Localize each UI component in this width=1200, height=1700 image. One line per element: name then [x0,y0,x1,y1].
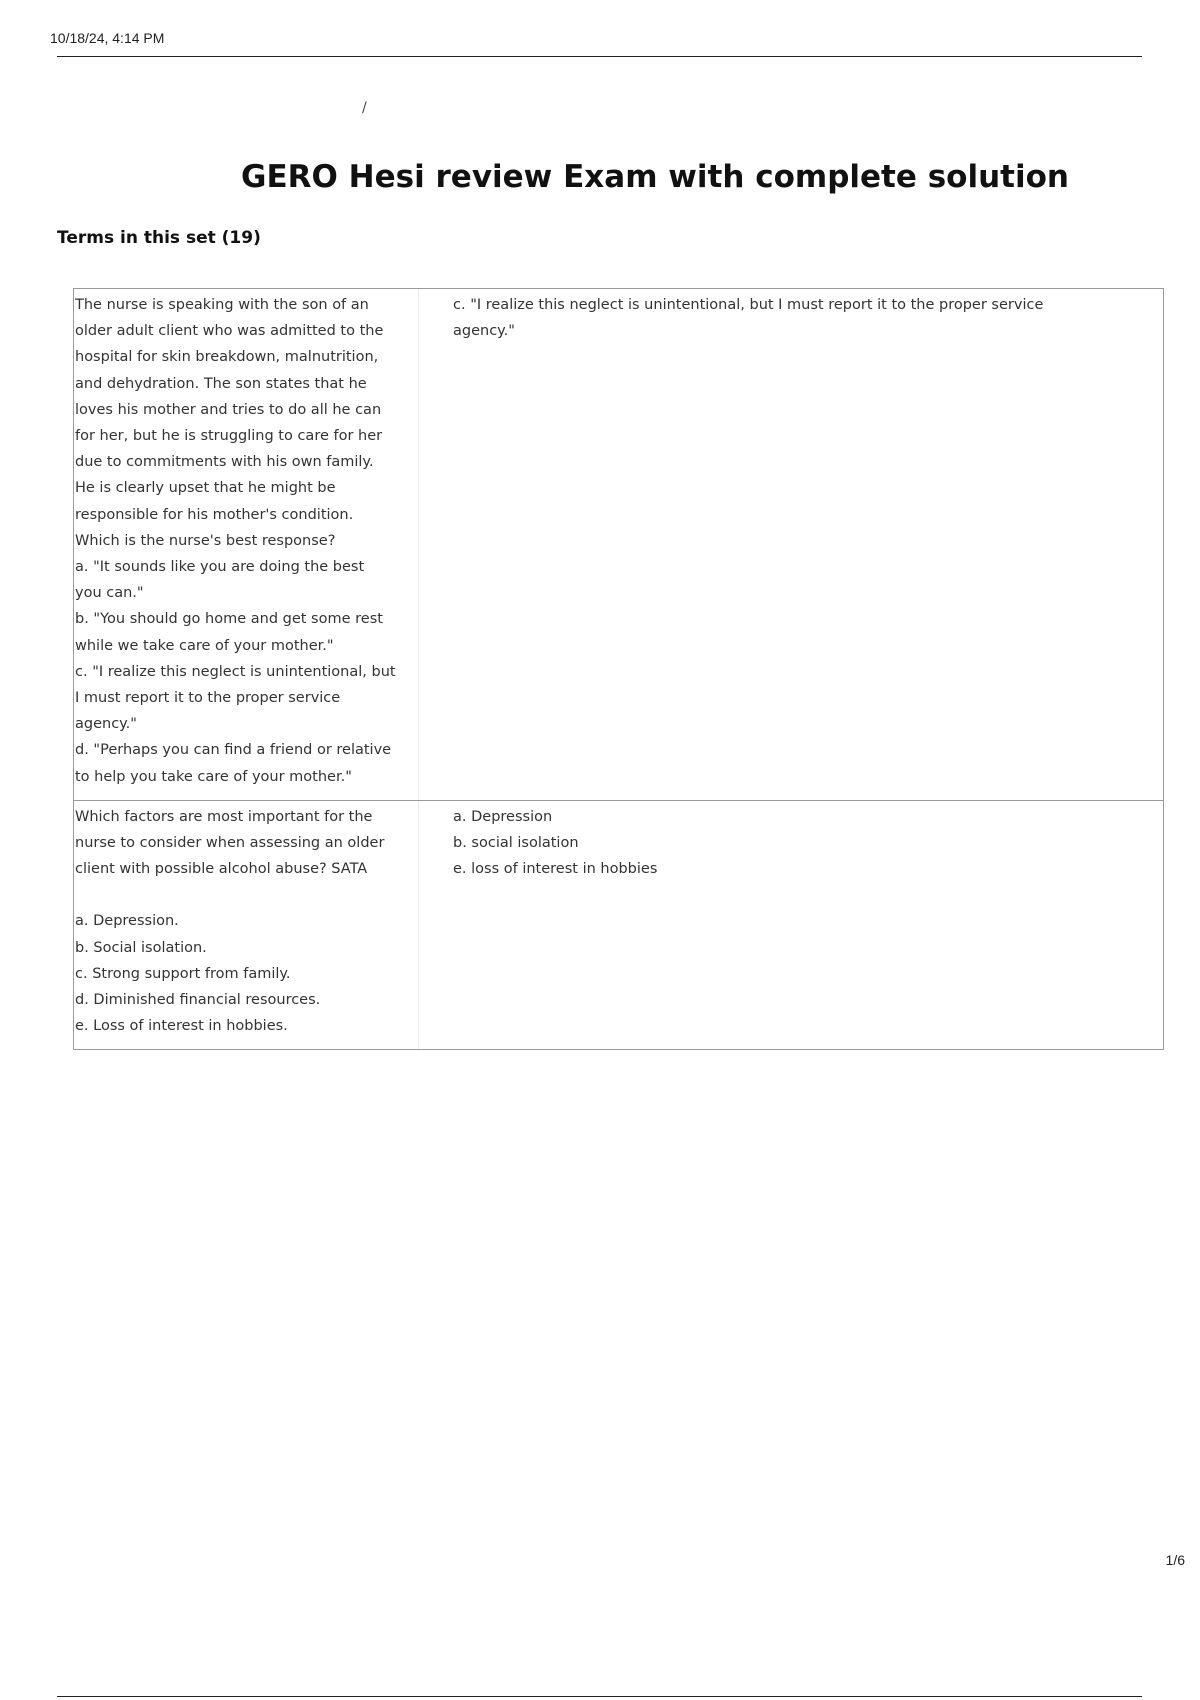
term-line: Which factors are most important for the [75,808,373,825]
term-option: a. Depression. [75,913,179,930]
term-question [74,289,419,800]
answer-line: agency." [453,323,515,340]
term-card [74,801,1163,1050]
term-line: a. "It sounds like you are doing the best [75,559,365,576]
term-line: agency." [75,716,137,733]
terms-count-heading: Terms in this set (19) [57,228,261,248]
term-line: He is clearly upset that he might be [75,480,336,497]
term-line: b. "You should go home and get some rest [75,611,383,628]
term-option: c. Strong support from family. [75,965,291,982]
footer-divider [57,1696,1142,1697]
term-line: and dehydration. The son states that he [75,375,367,392]
term-line: loves his mother and tries to do all he can [75,401,382,418]
term-line: nurse to consider when assessing an older [75,835,385,852]
terms-table [73,288,1164,1050]
term-line: The nurse is speaking with the son of an [75,297,369,313]
slash-mark: / [362,100,367,116]
term-line: for her, but he is struggling to care for her [75,428,383,445]
term-answer [419,801,1163,1050]
term-line: c. "I realize this neglect is unintentional, but [75,663,396,680]
term-line: you can." [75,585,144,602]
term-line: d. "Perhaps you can find a friend or relative [75,742,392,759]
print-timestamp: 10/18/24, 4:14 PM [50,30,165,46]
answer-line: e. loss of interest in hobbies [453,861,658,878]
answer-line: b. social isolation [453,835,579,852]
term-line: due to commitments with his own family. [75,454,374,471]
term-line: to help you take care of your mother." [75,768,352,785]
document-title: GERO Hesi review Exam with complete solution [241,158,1069,195]
term-option: d. Diminished financial resources. [75,992,321,1009]
term-question [74,801,419,1050]
term-option: b. Social isolation. [75,939,207,956]
blank-line [75,882,412,908]
term-line: client with possible alcohol abuse? SATA [75,861,368,878]
term-option: e. Loss of interest in hobbies. [75,1018,288,1035]
term-line: I must report it to the proper service [75,690,341,707]
term-line: Which is the nurse's best response? [75,532,336,549]
header-divider [57,56,1142,57]
answer-line: c. "I realize this neglect is unintentional, but I must report it to the proper service [453,297,1044,313]
term-line: responsible for his mother's condition. [75,506,354,523]
page-number: 1/6 [1165,1552,1185,1568]
term-line: while we take care of your mother." [75,637,334,654]
term-line: hospital for skin breakdown, malnutrition, [75,349,379,366]
term-card [74,289,1163,801]
answer-line: a. Depression [453,808,553,825]
term-line: older adult client who was admitted to the [75,323,384,340]
term-answer [419,289,1163,800]
